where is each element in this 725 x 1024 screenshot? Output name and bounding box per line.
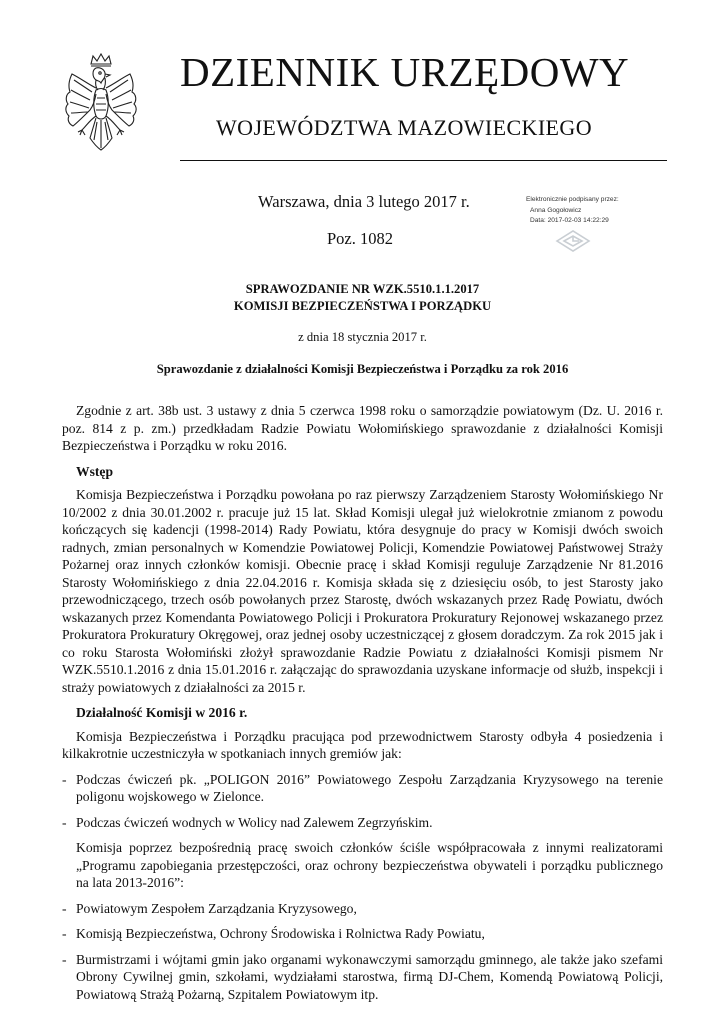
- e-signature-mark-icon: [553, 229, 593, 253]
- cooperation-paragraph: Komisja poprzez bezpośrednią pracę swoich członków ściśle współpracowała z innymi realizatorami „Programu zapobiegania przestępczości, oraz ochrony bezpieczeństwa obywateli i porządku publicznego na lata 2013-2016”:: [76, 840, 663, 890]
- esign-date: Data: 2017-02-03 14:22:29: [530, 217, 609, 225]
- report-title-line1: SPRAWOZDANIE NR WZK.5510.1.1.2017: [245, 282, 480, 296]
- intro-paragraph: Zgodnie z art. 38b ust. 3 ustawy z dnia 5 czerwca 1998 roku o samorządzie powiatowym (Dz. U. 2016 r. poz. 814 z p. zm.) przedkładam Radzie Powiatu Wołomińskiego sprawozdanie z działalności Komisji Bezpieczeństwa i Porządku w roku 2016.: [62, 403, 663, 453]
- list-item: - Podczas ćwiczeń pk. „POLIGON 2016” Powiatowego Zespołu Zarządzania Kryzysowego na terenie poligonu wojskowego w Zielonce.: [62, 771, 663, 804]
- introduction-paragraph: Komisja Bezpieczeństwa i Porządku powołana po raz pierwszy Zarządzeniem Starosty Wołomińskiego Nr 10/2002 z dnia 30.01.2002 r. pracuje już 15 lat. Skład Komisji ulegał już wielokrotnie zmianom z powodu kończących się kadencji (1998-2014) Rady Powiatu, która desygnuje do pracy w Komisji dwóch swoich radnych, zmian personalnych w Komendzie Powiatowej Policji, Komendzie Powiatowej Państwowej Straży Pożarnej oraz innych członków komisji. Obecnie pracę i skład Komisji reguluje Zarządzenie Nr 81.2016 Starosty Wołomińskiego z dnia 22.04.2016 r. Komisja składa się z dziesięciu osób, to jest Starosty jako przewodniczącego, trzech osób powołanych przez Starostę, dwóch wskazanych przez Radę Powiatu, dwóch wskazanych przez Komendanta Powiatowego Policji i Prokuratora Prokuratury Rejonowej wskazanego przez Prokuratora Prokuratury Okręgowej, oraz jednej osoby uczestniczącej z głosem doradczym. Za rok 2015 jak i co roku Starosta Wołomiński złożył sprawozdanie Radzie Powiatu z działalności Komisji pismem Nr WZK.5510.1.2016 z dnia 15.01.2016 r. załączając do sprawozdania uzyskane informacje od służb, inspekcji i straży powiatowych z działalności za 2015 r.: [62, 487, 663, 695]
- report-body: [62, 402, 663, 1011]
- gazette-title: DZIENNIK URZĘDOWY: [180, 49, 630, 95]
- list-item: - Powiatowym Zespołem Zarządzania Kryzysowego,: [62, 900, 357, 916]
- list-item: - Komisją Bezpieczeństwa, Ochrony Środowiska i Rolnictwa Rady Powiatu,: [62, 926, 485, 941]
- electronic-signature-block: [526, 197, 676, 229]
- partners-list: [62, 900, 663, 1004]
- white-eagle-emblem-icon: [60, 50, 142, 170]
- list-item: - Podczas ćwiczeń wodnych w Wolicy nad Zalewem Zegrzyńskim.: [62, 814, 433, 830]
- esign-signed-by-label: Elektronicznie podpisany przez:: [526, 196, 619, 203]
- section-heading-introduction: Wstęp: [76, 463, 114, 479]
- header-rule: [180, 160, 667, 161]
- meetings-list: [62, 771, 663, 832]
- position-number: Poz. 1082: [327, 229, 393, 248]
- report-date: z dnia 18 stycznia 2017 r.: [298, 330, 427, 344]
- section-heading-activity: Działalność Komisji w 2016 r.: [76, 705, 248, 720]
- esign-signer-name: Anna Gogołowicz: [530, 206, 582, 214]
- list-item: - Burmistrzami i wójtami gmin jako organami wykonawczymi samorządu gminnego, ale także jako szefami Obrony Cywilnej gmin, szkołami, wydziałami starostwa, firmą DJ-Chem, Komendą Powiatową Policji, Powiatową Strażą Pożarną, Szpitalem Powiatowym itp.: [62, 951, 663, 1002]
- report-title-line2: KOMISJI BEZPIECZEŃSTWA I PORZĄDKU: [233, 299, 492, 313]
- gazette-subtitle: WOJEWÓDZTWA MAZOWIECKIEGO: [216, 115, 592, 140]
- report-subject: Sprawozdanie z działalności Komisji Bezpieczeństwa i Porządku za rok 2016: [156, 362, 569, 376]
- place-date: Warszawa, dnia 3 lutego 2017 r.: [258, 192, 470, 211]
- activity-paragraph: Komisja Bezpieczeństwa i Porządku pracująca pod przewodnictwem Starosty odbyła 4 posiedzenia i kilkakrotnie uczestniczyła w spotkaniach innych gremiów jak:: [62, 728, 663, 761]
